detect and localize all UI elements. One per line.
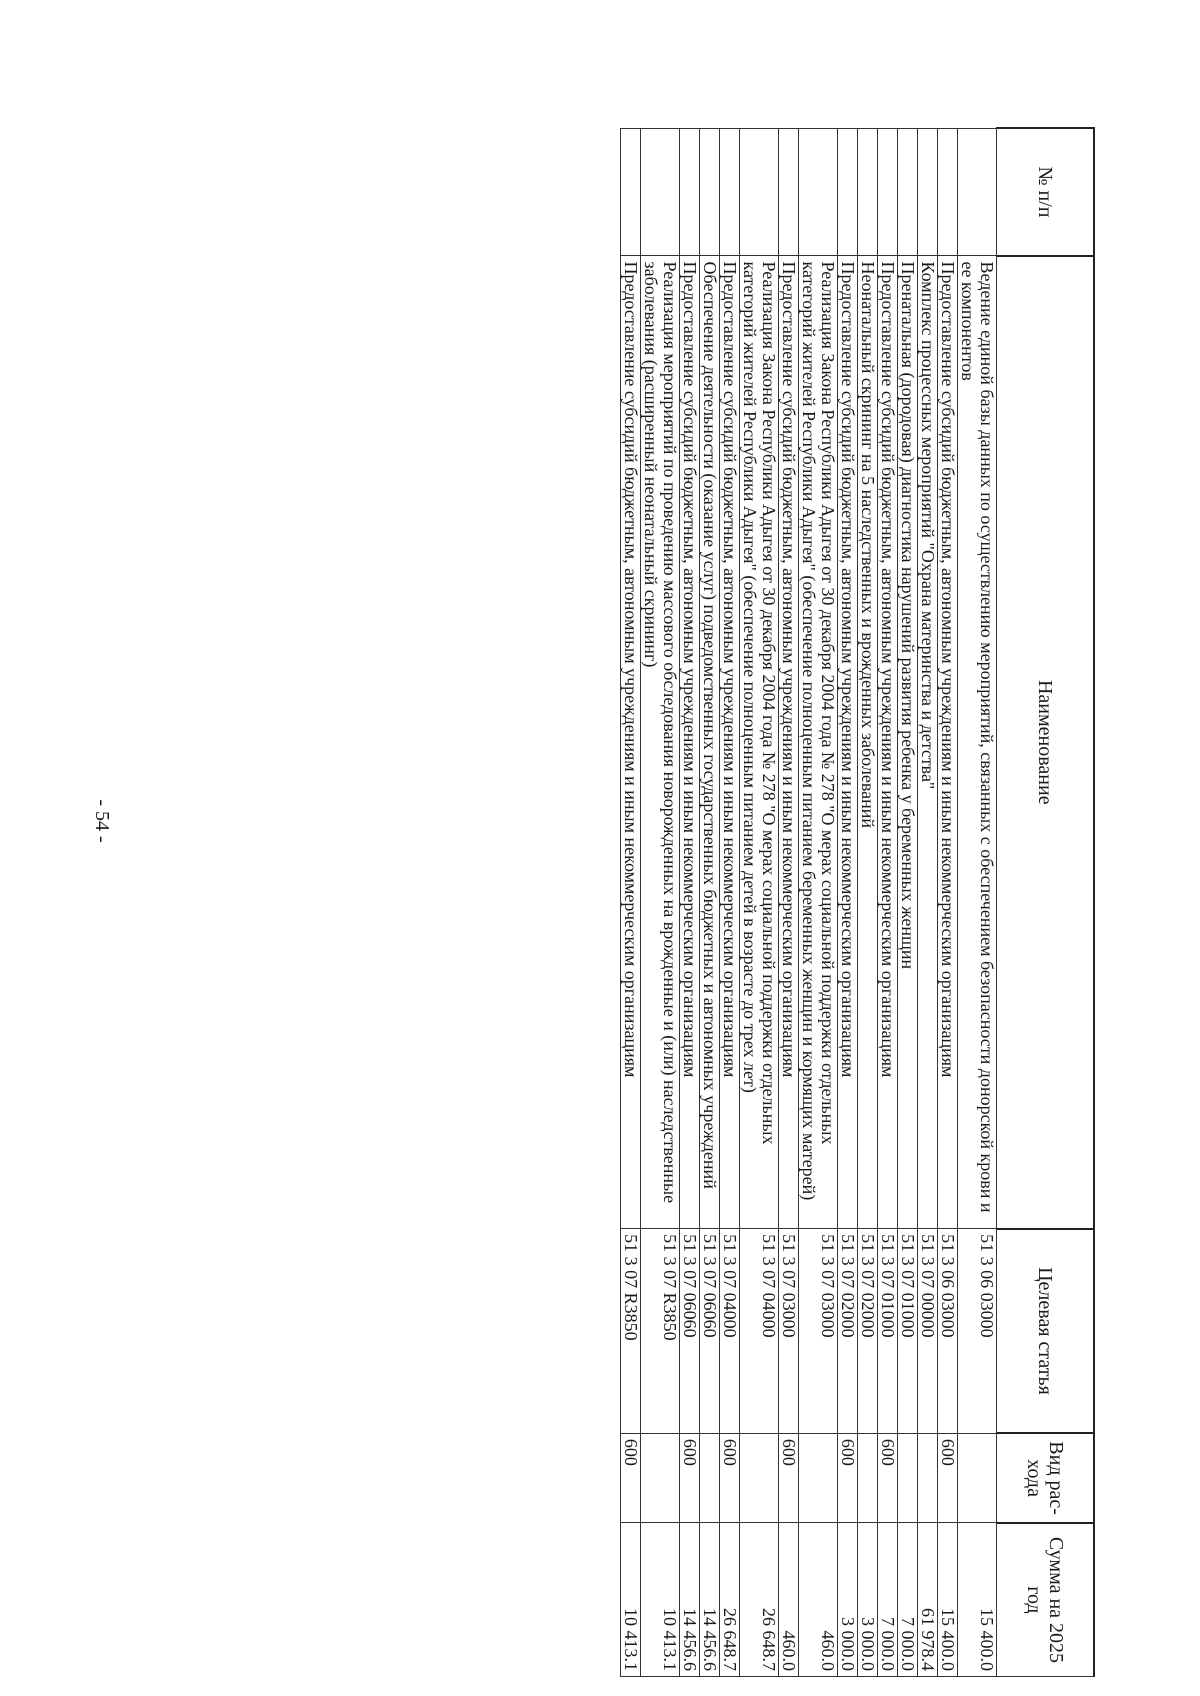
cell-num [858, 128, 878, 256]
table-row [918, 128, 938, 1677]
cell-sum: 460.0 [779, 1523, 799, 1677]
cell-sum: 26 648.7 [740, 1523, 779, 1677]
cell-vid [641, 1433, 680, 1523]
budget-table [620, 127, 1095, 1677]
cell-sum: 3 000.0 [858, 1523, 878, 1677]
cell-name: Реализация Закона Республики Адыгея от 30 декабря 2004 года № 278 "О мерах социальной поддержки отдельных категорий жителей Республики Адыгея" (обеспечение полноценным питанием беременных женщин и кормящих матерей) [799, 256, 838, 1229]
cell-num [878, 128, 898, 256]
cell-code: 51 3 07 04000 [740, 1229, 779, 1434]
cell-name: Комплекс процессных мероприятий "Охрана материнства и детства" [918, 256, 938, 1229]
cell-num [799, 128, 838, 256]
cell-code: 51 3 07 02000 [858, 1229, 878, 1434]
cell-vid: 600 [720, 1433, 740, 1523]
cell-vid: 600 [680, 1433, 700, 1523]
table-row [958, 128, 997, 1677]
cell-num [740, 128, 779, 256]
cell-sum: 7 000.0 [878, 1523, 898, 1677]
cell-code: 51 3 07 00000 [918, 1229, 938, 1434]
cell-name: Предоставление субсидий бюджетным, автономным учреждениям и иным некоммерческим организациям [680, 256, 700, 1229]
table-row [858, 128, 878, 1677]
cell-sum: 15 400.0 [938, 1523, 958, 1677]
cell-vid [898, 1433, 918, 1523]
cell-sum: 26 648.7 [720, 1523, 740, 1677]
cell-num [838, 128, 858, 256]
header-name: Наименование [997, 256, 1095, 1229]
cell-name: Пренатальная (дородовая) диагностика нарушений развития ребенка у беременных женщин [898, 256, 918, 1229]
cell-num [898, 128, 918, 256]
cell-vid [740, 1433, 779, 1523]
cell-name: Предоставление субсидий бюджетным, автономным учреждениям и иным некоммерческим организациям [878, 256, 898, 1229]
budget-table-rotated [120, 127, 1095, 1677]
cell-num [779, 128, 799, 256]
cell-code: 51 3 07 06060 [700, 1229, 720, 1434]
cell-name: Реализация Закона Республики Адыгея от 30 декабря 2004 года № 278 "О мерах социальной поддержки отдельных категорий жителей Республики Адыгея" (обеспечение полноценным питанием детей в возрасте до трех лет) [740, 256, 779, 1229]
table-row [938, 128, 958, 1677]
cell-name: Неонатальный скрининг на 5 наследственных и врожденных заболеваний [858, 256, 878, 1229]
cell-code: 51 3 07 03000 [799, 1229, 838, 1434]
cell-num [958, 128, 997, 256]
cell-sum: 14 456.6 [680, 1523, 700, 1677]
cell-vid: 600 [938, 1433, 958, 1523]
cell-code: 51 3 07 R3850 [641, 1229, 680, 1434]
cell-num [680, 128, 700, 256]
cell-num [918, 128, 938, 256]
table-row [641, 128, 680, 1677]
cell-name: Предоставление субсидий бюджетным, автономным учреждениям и иным некоммерческим организациям [621, 256, 641, 1229]
table-row [799, 128, 838, 1677]
cell-name: Реализация мероприятий по проведению массового обследования новорожденных на врожденные и (или) наследственные заболевания (расширенный неонатальный скрининг) [641, 256, 680, 1229]
cell-name: Обеспечение деятельности (оказание услуг) подведомственных государственных бюджетных и автономных учреждений [700, 256, 720, 1229]
cell-vid: 600 [878, 1433, 898, 1523]
cell-code: 51 3 06 03000 [938, 1229, 958, 1434]
page-number: - 54 - [91, 799, 113, 843]
cell-code: 51 3 06 03000 [958, 1229, 997, 1434]
table-row [680, 128, 700, 1677]
cell-name: Предоставление субсидий бюджетным, автономным учреждениям и иным некоммерческим организациям [720, 256, 740, 1229]
cell-code: 51 3 07 04000 [720, 1229, 740, 1434]
header-num: № п/п [997, 128, 1095, 256]
table-row [878, 128, 898, 1677]
cell-sum: 10 413.1 [641, 1523, 680, 1677]
cell-sum: 15 400.0 [958, 1523, 997, 1677]
header-sum: Сумма на 2025 год [997, 1523, 1095, 1677]
cell-num [938, 128, 958, 256]
header-vid: Вид рас-хода [997, 1433, 1095, 1523]
cell-sum: 61 978.4 [918, 1523, 938, 1677]
table-row [779, 128, 799, 1677]
cell-sum: 14 456.6 [700, 1523, 720, 1677]
cell-num [621, 128, 641, 256]
table-row [700, 128, 720, 1677]
cell-code: 51 3 07 R3850 [621, 1229, 641, 1434]
cell-vid [799, 1433, 838, 1523]
table-row [720, 128, 740, 1677]
table-row [740, 128, 779, 1677]
cell-sum: 7 000.0 [898, 1523, 918, 1677]
cell-code: 51 3 07 01000 [878, 1229, 898, 1434]
cell-code: 51 3 07 02000 [838, 1229, 858, 1434]
cell-name: Предоставление субсидий бюджетным, автономным учреждениям и иным некоммерческим организациям [779, 256, 799, 1229]
table-header-row [997, 128, 1095, 1677]
cell-vid [918, 1433, 938, 1523]
table-row [838, 128, 858, 1677]
cell-sum: 10 413.1 [621, 1523, 641, 1677]
header-code: Целевая статья [997, 1229, 1095, 1434]
cell-code: 51 3 07 01000 [898, 1229, 918, 1434]
cell-name: Предоставление субсидий бюджетным, автономным учреждениям и иным некоммерческим организациям [938, 256, 958, 1229]
cell-code: 51 3 07 03000 [779, 1229, 799, 1434]
cell-vid [700, 1433, 720, 1523]
cell-num [641, 128, 680, 256]
cell-vid: 600 [621, 1433, 641, 1523]
table-row [898, 128, 918, 1677]
cell-name: Предоставление субсидий бюджетным, автономным учреждениям и иным некоммерческим организациям [838, 256, 858, 1229]
cell-code: 51 3 07 06060 [680, 1229, 700, 1434]
cell-vid: 600 [838, 1433, 858, 1523]
cell-name: Ведение единой базы данных по осуществлению мероприятий, связанных с обеспечением безопасности донорской крови и ее компонентов [958, 256, 997, 1229]
cell-sum: 3 000.0 [838, 1523, 858, 1677]
table-row [621, 128, 641, 1677]
cell-num [720, 128, 740, 256]
cell-num [700, 128, 720, 256]
cell-vid [958, 1433, 997, 1523]
cell-vid: 600 [779, 1433, 799, 1523]
cell-sum: 460.0 [799, 1523, 838, 1677]
cell-vid [858, 1433, 878, 1523]
